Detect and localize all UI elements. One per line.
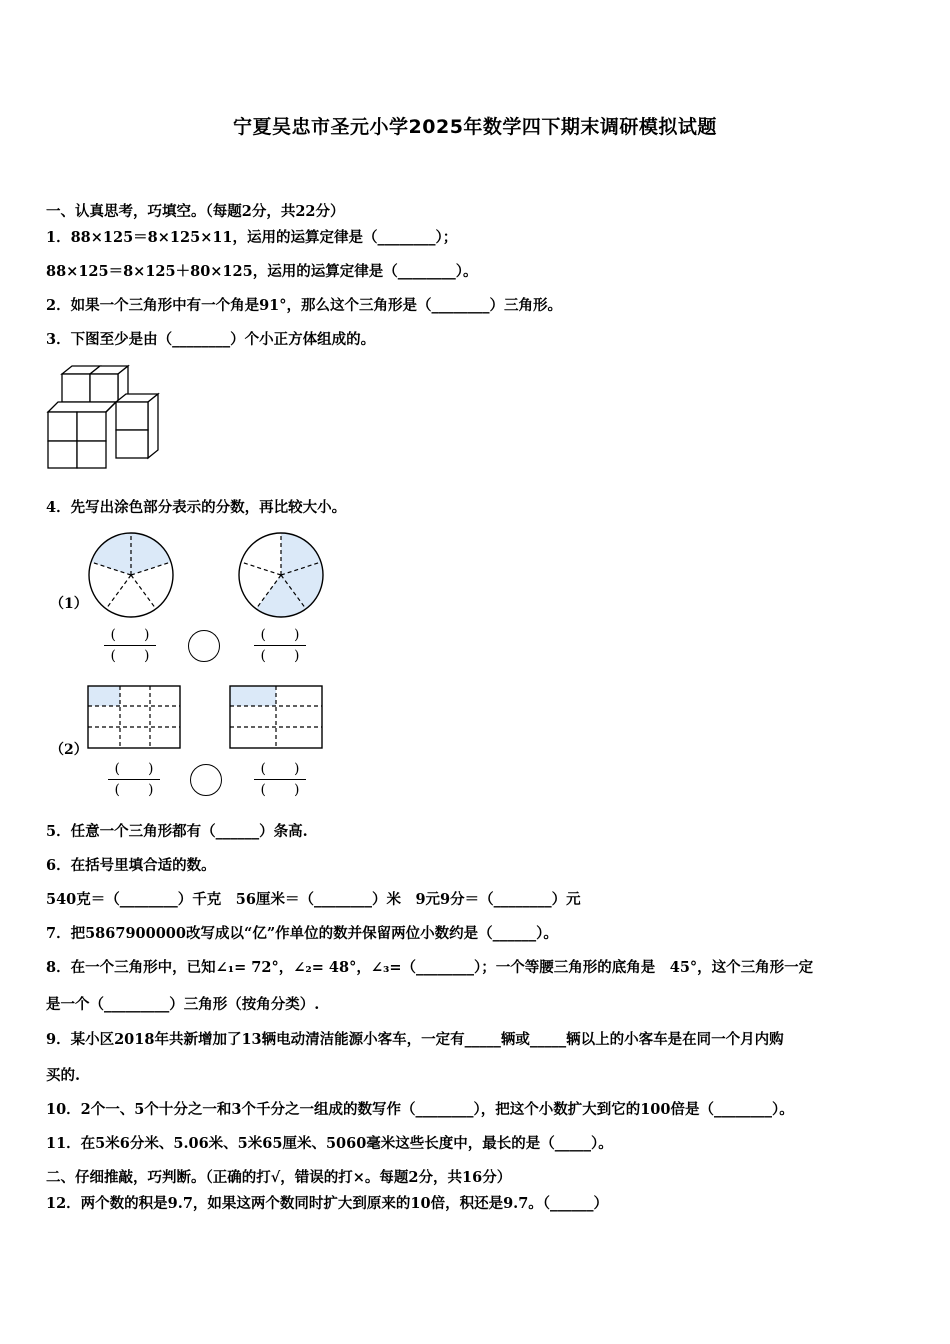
question-3: 3．下图至少是由（________）个小正方体组成的。 [46, 331, 376, 348]
fraction-numerator: ( ) [114, 761, 154, 777]
question-4: 4．先写出涂色部分表示的分数，再比较大小。 [46, 499, 347, 516]
fraction-bar [108, 779, 160, 780]
fraction-denominator: ( ) [114, 782, 154, 798]
question-9b: 买的. [46, 1067, 81, 1084]
grid-rectangle-left [86, 684, 184, 750]
section-heading-2: 二、仔细推敲，巧判断。（正确的打√，错误的打×。每题2分，共16分） [46, 1169, 512, 1186]
fraction-blank-1b [250, 626, 310, 665]
section-heading-1: 一、认真思考，巧填空。（每题2分，共22分） [46, 203, 345, 220]
fraction-denominator: ( ) [260, 782, 300, 798]
grid-rectangle-right [228, 684, 326, 750]
fraction-blank-2a [104, 760, 164, 799]
cube-stack-figure [46, 362, 162, 470]
page-title: 宁夏吴忠市圣元小学2025年数学四下期末调研模拟试题 [233, 116, 717, 138]
question-7: 7．把5867900000改写成以“亿”作单位的数并保留两位小数约是（______）。 [46, 925, 558, 942]
question-8a: 8．在一个三角形中，已知∠₁= 72°，∠₂= 48°，∠₃=（________）；一个等腰三角形的底角是 45°，这个三角形一定 [46, 959, 814, 976]
question-11: 11．在5米6分米、5.06米、5米65厘米、5060毫米这些长度中，最长的是（_____）。 [46, 1135, 613, 1152]
compare-circle-1 [188, 630, 220, 662]
fraction-bar [104, 645, 156, 646]
compare-circle-2 [190, 764, 222, 796]
fraction-numerator: ( ) [260, 627, 300, 643]
question-10: 10．2个一、5个十分之一和3个千分之一组成的数写作（________），把这个小数扩大到它的100倍是（________）。 [46, 1101, 794, 1118]
question-2: 2．如果一个三角形中有一个角是91°，那么这个三角形是（________）三角形。 [46, 297, 563, 314]
question-1a: 1．88×125＝8×125×11，运用的运算定律是（________）； [46, 229, 458, 246]
fraction-numerator: ( ) [110, 627, 150, 643]
fraction-bar [254, 645, 306, 646]
pie-circle-left [86, 530, 176, 620]
pie-circle-right [236, 530, 326, 620]
fraction-blank-1a [100, 626, 160, 665]
part-1-label: （1） [50, 596, 88, 612]
fraction-numerator: ( ) [260, 761, 300, 777]
fraction-blank-2b [250, 760, 310, 799]
question-1b: 88×125＝8×125＋80×125，运用的运算定律是（________）。 [46, 263, 478, 280]
question-9a: 9．某小区2018年共新增加了13辆电动清洁能源小客车，一定有_____辆或_____辆以上的小客车是在同一个月内购 [46, 1031, 784, 1048]
fraction-denominator: ( ) [110, 648, 150, 664]
question-5: 5．任意一个三角形都有（______）条高. [46, 823, 308, 840]
question-6-items: 540克＝（________）千克 56厘米＝（________）米 9元9分＝（________）元 [46, 891, 581, 908]
question-8b: 是一个（_________）三角形（按角分类）. [46, 996, 320, 1013]
fraction-denominator: ( ) [260, 648, 300, 664]
question-12: 12．两个数的积是9.7，如果这两个数同时扩大到原来的10倍，积还是9.7。（______） [46, 1195, 609, 1212]
question-6: 6．在括号里填合适的数。 [46, 857, 216, 874]
part-2-label: （2） [50, 742, 88, 758]
fraction-bar [254, 779, 306, 780]
